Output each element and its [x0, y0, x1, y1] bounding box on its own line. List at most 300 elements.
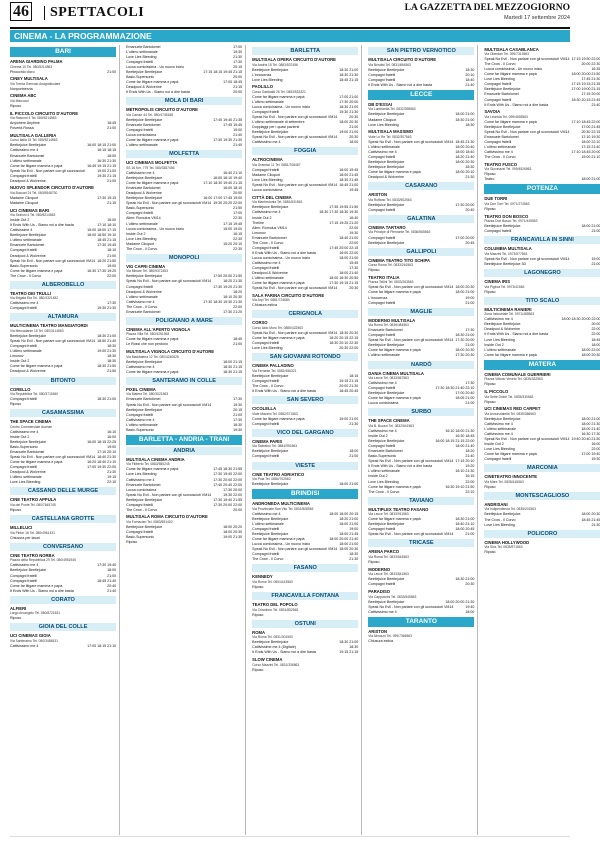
cinema-address: Viale Lo Re Tel. 0832/307563 [368, 134, 412, 139]
film-title: Cattivissimo me 4 [10, 563, 39, 568]
film-title: Cattivissimo me 4 [10, 429, 39, 434]
film-title: Compagni fratelli [10, 344, 37, 349]
showtime-row [252, 389, 358, 394]
film-title: Speak No Evil - Non parlare con gli sconosciuti VM14 [126, 279, 212, 284]
film-title: Speak No Evil - Non parlare con gli sconosciuti VM14 [484, 256, 570, 261]
cinema-address: Via Trenta Gennaio Anagraficolare [10, 81, 61, 86]
film-title: Inside Out 2 [252, 215, 272, 220]
film-title: Beetlejuice Beetlejuice [252, 130, 289, 135]
city-heading: CASTELLANA GROTTE [10, 515, 116, 523]
showtimes: 17:15 20:00 [581, 92, 600, 97]
film-title: Beetlejuice Beetlejuice [484, 124, 521, 129]
cinema-name: MULTICINEMA TEATRO MANGIATORDI [10, 323, 88, 329]
cinema-name: MULTICINEMA RANIERI [484, 306, 532, 312]
showtimes: 18:45 21:15 [339, 77, 359, 82]
showtimes: 18:00 20:30 [223, 530, 243, 535]
film-title: Beetlejuice Beetlejuice [252, 516, 289, 521]
film-title: Come far litigare mamma e papà [252, 537, 305, 542]
showtimes: 18:00 20:30 [455, 285, 475, 290]
showtimes: 16:00 18:15 21:15 22:00 [435, 439, 475, 444]
showtimes: 21:30 [465, 175, 475, 180]
film-title: Emanuele Bartolomei [368, 449, 403, 454]
showtimes: 21:15 [107, 201, 117, 205]
film-title: Speak No Evil - Non parlare con gli sconosciuti VM14 [252, 547, 338, 552]
cinema-address: Via Cappuccini Tel. 0833/545563 [368, 594, 417, 599]
showtimes: 20:30 [349, 135, 359, 140]
showtimes: 18:20 21:30 [223, 279, 243, 284]
showtime-row [126, 310, 242, 315]
showtime-row [10, 536, 116, 541]
film-title: Beetlejuice Beetlejuice [252, 449, 289, 454]
film-title: Inside Out 2 [10, 434, 30, 439]
showtimes: 17:00 19:00 21:15 [571, 87, 600, 92]
film-title: Emanuele Bartolomei [126, 186, 161, 191]
showtimes: 18:20 21:40 [455, 154, 475, 159]
showtimes: 16:00 18:15 22:25 [87, 439, 117, 444]
showtimes: 16:40 21:10 [223, 171, 243, 176]
film-title: Compagni fratelli [484, 97, 512, 102]
showtimes: 17:30 19:30 21:30 [213, 138, 243, 143]
film-title: Beetlejuice Beetlejuice [484, 224, 521, 229]
film-title: Beetlejuice Beetlejuice [252, 67, 289, 72]
film-title: Come far litigare mamma e papà [252, 416, 305, 421]
showtimes: 17:30 [465, 328, 475, 333]
showtime-row [10, 508, 116, 513]
showtimes: 20:00 [233, 90, 243, 95]
cinema-name: CINEMA COMUNALE GUERRIERI [484, 371, 551, 377]
showtimes: 21:40 [465, 454, 475, 459]
showtimes: 17:30 [233, 397, 243, 402]
film-title: Love Lies Bleeding [126, 236, 157, 241]
film-title: Compagni fratelli [368, 333, 396, 338]
film-title: Come far litigare mamma e papà [10, 364, 63, 369]
showtimes: 18:20 [233, 289, 243, 294]
cinema-address: Via Sette Dolori Tel. 0835/330563 [484, 394, 534, 399]
showtimes: 18:00 21:40 [581, 426, 600, 431]
film-title: Compagni fratelli [126, 284, 154, 289]
cinema-name: CINEMA PALLADINO [252, 363, 294, 369]
film-title: L'ultimo settimanale [126, 221, 158, 226]
showtimes: 20:10 [465, 72, 475, 77]
film-title: L'ultimo settimanale [10, 475, 42, 480]
city-heading: BARLETTA - ANDRIA - TRANI [126, 435, 242, 445]
showtime-row [10, 70, 116, 75]
showtimes: 17:30 19:40 [97, 563, 117, 568]
film-title: Come far litigare mamma e papà [126, 181, 179, 186]
showtimes: 22:00 [107, 273, 117, 278]
film-title: Emanuele Bartolomei [10, 243, 45, 248]
showtimes: 18:20 [465, 449, 475, 454]
showtimes: 15:00 19:00 [223, 226, 243, 231]
film-title: Basic-Supersonic [368, 454, 397, 459]
cinema-address: Viale Mazzini Tel. 0882/371563 [252, 411, 298, 416]
cinema-name: ALTROCINEMA [252, 157, 283, 163]
cinema-address: Via Ferrante Tel. 0882/456321 [252, 368, 297, 373]
showtimes: 21:30 [591, 522, 600, 527]
film-title: Cattivissimo me 4 [484, 150, 513, 155]
showtimes: 21:40 [233, 133, 243, 138]
film-title: Compagni fratelli [126, 502, 154, 507]
showtimes: 16:10 18:00 21:30 [445, 429, 475, 434]
cinema-address: Via Cavour 44 Tel. 080/4745168 [126, 113, 174, 118]
showtimes: 18:30 [107, 359, 117, 364]
showtimes: 18:40 21:00 [339, 235, 359, 240]
listings-column [252, 45, 362, 835]
film-title: Madame Clicquot [10, 195, 38, 200]
city-heading: FASANO [252, 564, 358, 572]
film-title: Speak No Evil - Non parlare con gli sconosciuti VM14 [368, 459, 454, 464]
showtimes: 21:00 [349, 454, 359, 459]
film-title: Compagni fratelli [368, 154, 396, 159]
showtimes: 20:30 [349, 286, 359, 291]
showtimes: 21:00 [107, 178, 117, 183]
film-title: L'ultimo settimanale [368, 469, 400, 474]
showtimes: 16:00 18:10 [223, 186, 243, 191]
showtimes: 17:30 19:45 [97, 243, 117, 248]
showtimes: 17:10 18:45 22:00 [571, 119, 600, 124]
film-title: Beetlejuice Beetlejuice [368, 240, 405, 245]
showtimes: 18:00 20:45 [455, 527, 475, 532]
cinema-name: DANIA CINEMA MULTISALA [368, 370, 424, 376]
cinema-address: Via Lombardia Tel. 0832/395563 [368, 107, 416, 112]
cinema-address: Piazza Villa Tel. 080/4251563 [126, 332, 170, 337]
showtimes: 18:00 20:30 [455, 159, 475, 164]
film-title: Chiusura estiva [252, 303, 277, 308]
film-title: Beetlejuice Beetlejuice [368, 522, 405, 527]
showtimes: 15:45 [349, 260, 359, 265]
showtimes: 18:00 [107, 153, 117, 158]
showtime-row [368, 301, 474, 306]
cinema-name: IL PICCOLO CIRCUITO D'AUTORE [10, 110, 78, 116]
listings-column [126, 45, 246, 835]
showtimes: 20:00 [233, 507, 243, 512]
cinema-name: CINE TEATRO ADRIATICO [252, 471, 305, 477]
film-title: Riposo [368, 560, 380, 565]
cinema-name: ARISTON [368, 192, 388, 198]
showtimes: 17:30 20:00 [339, 99, 359, 104]
cinema-name: MODERNO [368, 566, 391, 572]
showtime-row [368, 208, 474, 213]
showtimes: 17:45 18:30 21:55 [213, 467, 243, 472]
showtimes: 17:15 21:40 [581, 144, 600, 149]
film-title: L'ultimo settimanale [252, 521, 284, 526]
film-title: Compagni fratelli [368, 582, 396, 587]
film-title: Emanuele Bartolomei [126, 482, 161, 487]
film-title: Compagni fratelli [10, 465, 37, 470]
film-title: Love Lies Bleeding [484, 522, 515, 527]
showtimes: 17:30 19:15 21:15 [329, 281, 359, 286]
cinema-address: Via Oberdan Tel. 099/7313563 [484, 52, 529, 57]
showtime-row [484, 353, 600, 358]
cinema-address: Via Roma Tel. 0833/544563 [368, 555, 409, 560]
cinema-name: SALA FARINA CIRCUITO D'AUTORE [252, 292, 325, 298]
showtime-row [252, 557, 358, 562]
film-title: Beetlejuice Beetlejuice [368, 202, 405, 207]
film-title: Beetlejuice Beetlejuice [10, 143, 47, 148]
showtimes: 17:10 18:30 19:40 21:15 [203, 181, 243, 186]
showtimes: 17:35 19:55 21:50 [329, 205, 359, 210]
film-title: Compagni fratelli [126, 412, 154, 417]
showtimes: 16:00 17:00 17:45 19:00 [203, 196, 243, 201]
film-title: Basic-Supersonic [126, 427, 155, 432]
showtimes: 21:00 [107, 69, 117, 74]
film-title: Beetlejuice Beetlejuice [126, 118, 163, 123]
cinema-name: IL PICCOLO [484, 388, 509, 394]
showtimes: 17:30 [465, 381, 475, 386]
listings-column [484, 45, 600, 835]
cinema-address: Via Rasconi 4 Tel. 080/5214563 [10, 116, 57, 121]
film-title: The Crow - Il Corvo [368, 489, 400, 494]
film-title: Cattivissimo me 4 [252, 260, 281, 265]
film-title: The Crow - Il Corvo [126, 246, 158, 251]
film-title: Deadpool & Wolverine [126, 85, 162, 90]
showtime-row [368, 582, 474, 587]
showtimes: 17:30 18:30 21:40 22:10 [435, 386, 475, 391]
showtimes: 18:00 21:00 [339, 542, 359, 547]
cinema-name: MODERNO MULTISALA [368, 317, 416, 323]
showtimes: 16:30 18:45 [455, 434, 475, 439]
film-title: Beetlejuice Beetlejuice [126, 70, 163, 75]
film-title: Nonportnerzia [10, 86, 33, 91]
cinema-address: Via Cristoforo Tel. 0831/852563 [252, 607, 299, 612]
showtime-row [126, 143, 242, 148]
film-title: Emanuele Bartolomei [368, 328, 403, 333]
film-title: Beetlejuice Beetlejuice [484, 512, 521, 517]
showtimes: 19:00 [233, 128, 243, 133]
film-title: L'ultimo settimanale [126, 143, 158, 148]
film-title: Cattivissimo me 4 [368, 429, 397, 434]
film-title: Inside Out 2 [484, 342, 504, 347]
showtimes: 22:00 [465, 479, 475, 484]
film-title: It Ends With Us - Siamo noi a dire basta [252, 250, 316, 255]
cinema-address: Via Pola Tel. 0884/702563 [252, 477, 291, 482]
cinema-address: Via Siris Tel. 0835/971563 [484, 545, 523, 550]
cinema-address: Via Roma Tel. 0831/301563 [252, 635, 293, 640]
showtimes: 18:30 21:00 [339, 640, 359, 645]
film-title: Beetlejuice Beetlejuice [368, 112, 405, 117]
showtimes: 21:30 [349, 421, 359, 426]
film-title: Emanuele Bartolomei [10, 450, 45, 455]
film-title: Emanuele Bartolomei [126, 309, 161, 314]
film-title: Compagni fratelli [484, 229, 512, 234]
film-title: Beetlejuice Beetlejuice [484, 416, 521, 421]
showtimes: 16:15 [233, 231, 243, 236]
cinema-address: Piazza della Repubblica 29 Tel. 080/4951945 [10, 558, 76, 563]
showtimes: 22:00 [349, 225, 359, 230]
showtimes: 17:45 20:00 22:15 [329, 245, 359, 250]
showtimes: 18:30 [465, 164, 475, 169]
film-title: Deadpool & Wolverine [252, 271, 288, 276]
page-footer-rule [10, 836, 570, 837]
cinema-name: ARISTON [368, 628, 388, 634]
cinema-name: UCI CINEMAS RED CARPET [484, 406, 541, 412]
cinema-address: Via Indipendenza Tel. 0835/201563 [484, 507, 536, 512]
film-title: The Crow - Il Corvo [252, 557, 284, 562]
showtimes: 18:30 21:15 [223, 369, 243, 374]
showtime-row [10, 616, 116, 621]
film-title: Come far litigare mamma e papà [126, 467, 179, 472]
cinema-address: Via Santeramo Tel. 080/3484531 [10, 638, 58, 643]
showtimes: 18:30 21:00 [455, 517, 475, 522]
film-title: Come far litigare mamma e papà [252, 281, 305, 286]
city-heading: LECCE [368, 90, 474, 100]
showtimes: 16:00 [591, 441, 600, 446]
showtimes: 18:00 18:50 19:10 [87, 233, 117, 238]
film-title: It Ends With Us - Siamo noi a dire basta [10, 223, 74, 228]
cinema-name: ANDROMEDA MULTICINEMA [252, 501, 310, 507]
cinema-address: Via Andria 15 Tel. 0883/537456 [252, 62, 298, 67]
showtimes: 21:00 [233, 412, 243, 417]
film-title: Riposo [10, 402, 22, 407]
city-heading: MONTESCAGLIOSO [484, 492, 600, 500]
showtimes: 18:00 20:00 21:40 [329, 537, 359, 542]
film-title: Compagni fratelli [368, 444, 396, 449]
film-title: Love Lies Bleeding [10, 480, 41, 485]
showtimes: 21:00 [591, 261, 600, 266]
showtimes: 22:30 [233, 236, 243, 241]
film-title: Come far litigare mamma e papà [126, 369, 179, 374]
film-title: It Ends With Us - Siamo noi a dire basta [126, 90, 190, 95]
film-title: Beetlejuice Beetlejuice [10, 334, 47, 339]
film-title: Alien: Romulus VM14 [252, 225, 287, 230]
film-title: Deadpool & Wolverine [10, 178, 46, 183]
film-title: Love Lies Bleeding [484, 77, 515, 82]
film-title: Speak No Evil - Non parlare con gli sconosciuti VM14 [252, 331, 338, 336]
film-title: Beetlejuice Beetlejuice [484, 87, 521, 92]
film-title: The Crow - Il Corvo [126, 507, 158, 512]
showtimes: 18:00 21:45 [339, 173, 359, 178]
showtimes: 18:00 22:00 [581, 347, 600, 352]
showtime-row [484, 207, 600, 212]
film-title: L'ultimo settimanale [126, 422, 158, 427]
cinema-address: Via Brigata Eta Tel. 080/4321452 [10, 296, 59, 301]
film-title: Riposo [484, 382, 496, 387]
city-heading: GALATINA [368, 215, 474, 223]
showtime-row [126, 428, 242, 433]
showtimes: 20:00 [591, 322, 600, 327]
film-title: Speak No Evil - Non parlare con gli sconosciuti VM14 [484, 436, 570, 441]
cinema-address: Via Provinciale San Vito Tel. 0831/508563 [252, 506, 314, 511]
showtimes: 17:30 20:00 [455, 338, 475, 343]
showtimes: 18:10 20:30 [223, 294, 243, 299]
cinema-address: Via Marcucci [10, 98, 29, 103]
showtimes: 19:30 [233, 427, 243, 432]
showtimes: 22:10 [465, 489, 475, 494]
film-title: Compagni fratelli [252, 265, 280, 270]
showtimes: 17:50 20:00 21:50 [213, 274, 243, 279]
showtime-row [368, 83, 474, 88]
cinema-name: DB D'ESSAI [368, 101, 393, 107]
showtimes: 18:00 21:00 [581, 177, 600, 182]
film-title: Come far litigare mamma e papà [484, 352, 537, 357]
showtime-row [484, 103, 600, 108]
showtime-row [10, 480, 116, 485]
showtime-row [10, 126, 116, 131]
page-number: 46 [10, 3, 32, 21]
film-title: Riposo [484, 399, 496, 404]
film-title: Compagni fratelli [10, 578, 37, 583]
showtimes: 18:00 21:15 [223, 359, 243, 364]
film-title: Inside Out 2 [10, 218, 30, 223]
showtimes: 18:45 21:40 [97, 578, 117, 583]
showtimes: 18:30 [465, 67, 475, 72]
film-title: Lucca comicissima - Un nuovo inizio [484, 67, 543, 72]
showtime-row [368, 123, 474, 128]
film-title: Cattivissimo me 4 [126, 171, 155, 176]
showtime-row [10, 179, 116, 184]
cinema-address: Via Minare Tel. 080/9372453 [126, 269, 168, 274]
cinema-name: MULTISALA ROMA CIRCUITO D'AUTORE [126, 514, 208, 520]
showtime-row [10, 87, 116, 92]
showtimes: 19:40 20:40 21:50 [571, 436, 600, 441]
film-title: Speak No Evil - Non parlare con gli sconosciuti VM14 [368, 338, 454, 343]
cinema-name: MULTISALA CASABLANCA [484, 46, 539, 52]
film-title: Cattivissimo me 4 [126, 299, 155, 304]
showtimes: 18:00 21:00 [339, 482, 359, 487]
city-heading: TITO SCALO [484, 297, 600, 305]
showtimes: 16:00 19:45 [339, 168, 359, 173]
showtimes: 18:00 20:30 [339, 120, 359, 125]
showtimes: 17:30 [107, 301, 117, 306]
cinema-name: TEATRO FUSCO [484, 161, 518, 167]
showtimes: 17:30 20:00 [223, 487, 243, 492]
showtime-row [252, 650, 358, 655]
film-title: Beetlejuice Beetlejuice [126, 524, 163, 529]
film-title: The Crow - Il Corvo [126, 304, 158, 309]
showtimes: 21:50 [107, 369, 117, 374]
showtime-row [252, 78, 358, 83]
showtimes: 17:30 20:00 [455, 202, 475, 207]
cinema-address: Via del Ponte Tel. 080/7645745 [10, 502, 56, 507]
showtime-row [252, 668, 358, 673]
showtimes: 19:30 [233, 50, 243, 55]
film-title: Come far litigare mamma e papà [126, 138, 179, 143]
showtimes: 16:20 18:40 21:10 [87, 460, 117, 465]
film-title: Beetlejuice Beetlejuice [252, 640, 289, 645]
film-title: Lucca comicissima [368, 401, 399, 406]
film-title: The Crow - Il Corvo [252, 240, 284, 245]
film-title: Compagni fratelli [484, 457, 512, 462]
showtimes: 19:00 [107, 263, 117, 268]
film-title: Speak No Evil - Non parlare con gli sconosciuti VM14 [252, 135, 338, 140]
showtime-row [484, 155, 600, 160]
showtimes: 17:00 21:45 [581, 124, 600, 129]
film-title: Compagni fratelli [10, 173, 37, 178]
showtimes: 18:30 21:45 [339, 178, 359, 183]
showtimes: 19:45 [349, 188, 359, 193]
cinema-address: Corso Aldo Moro Tel. 0885/422563 [252, 325, 303, 330]
showtimes: 22:00 [233, 304, 243, 309]
cinema-address: Via Mare Tel. 0835/416563 [484, 479, 524, 484]
showtimes: 18:30 21:15 [223, 364, 243, 369]
showtimes: 18:30 21:50 [97, 364, 117, 369]
film-title: Come far litigare mamma e papà [126, 337, 179, 342]
showtimes: 21:00 [233, 342, 243, 347]
showtimes: 21:40 [465, 82, 475, 87]
showtimes: 21:00 [107, 253, 117, 258]
cinema-name: CICOLELLA [252, 406, 277, 412]
film-title: Povertà Rossa [10, 126, 34, 131]
issue-date: Martedì 17 settembre 2024 [503, 15, 570, 21]
showtimes: 17:10 18:45 20:00 [571, 150, 600, 155]
film-title: Compagni fratelli [126, 60, 154, 65]
film-title: Doppiaggi per i quasi pazienti [252, 125, 300, 130]
cinema-name: DUE TORRI [484, 196, 508, 202]
film-title: L'ultimo settimanale [252, 276, 284, 281]
showtimes: 21:00 [107, 573, 117, 578]
showtimes: 21:00 [465, 300, 475, 305]
header-rule [10, 27, 570, 29]
